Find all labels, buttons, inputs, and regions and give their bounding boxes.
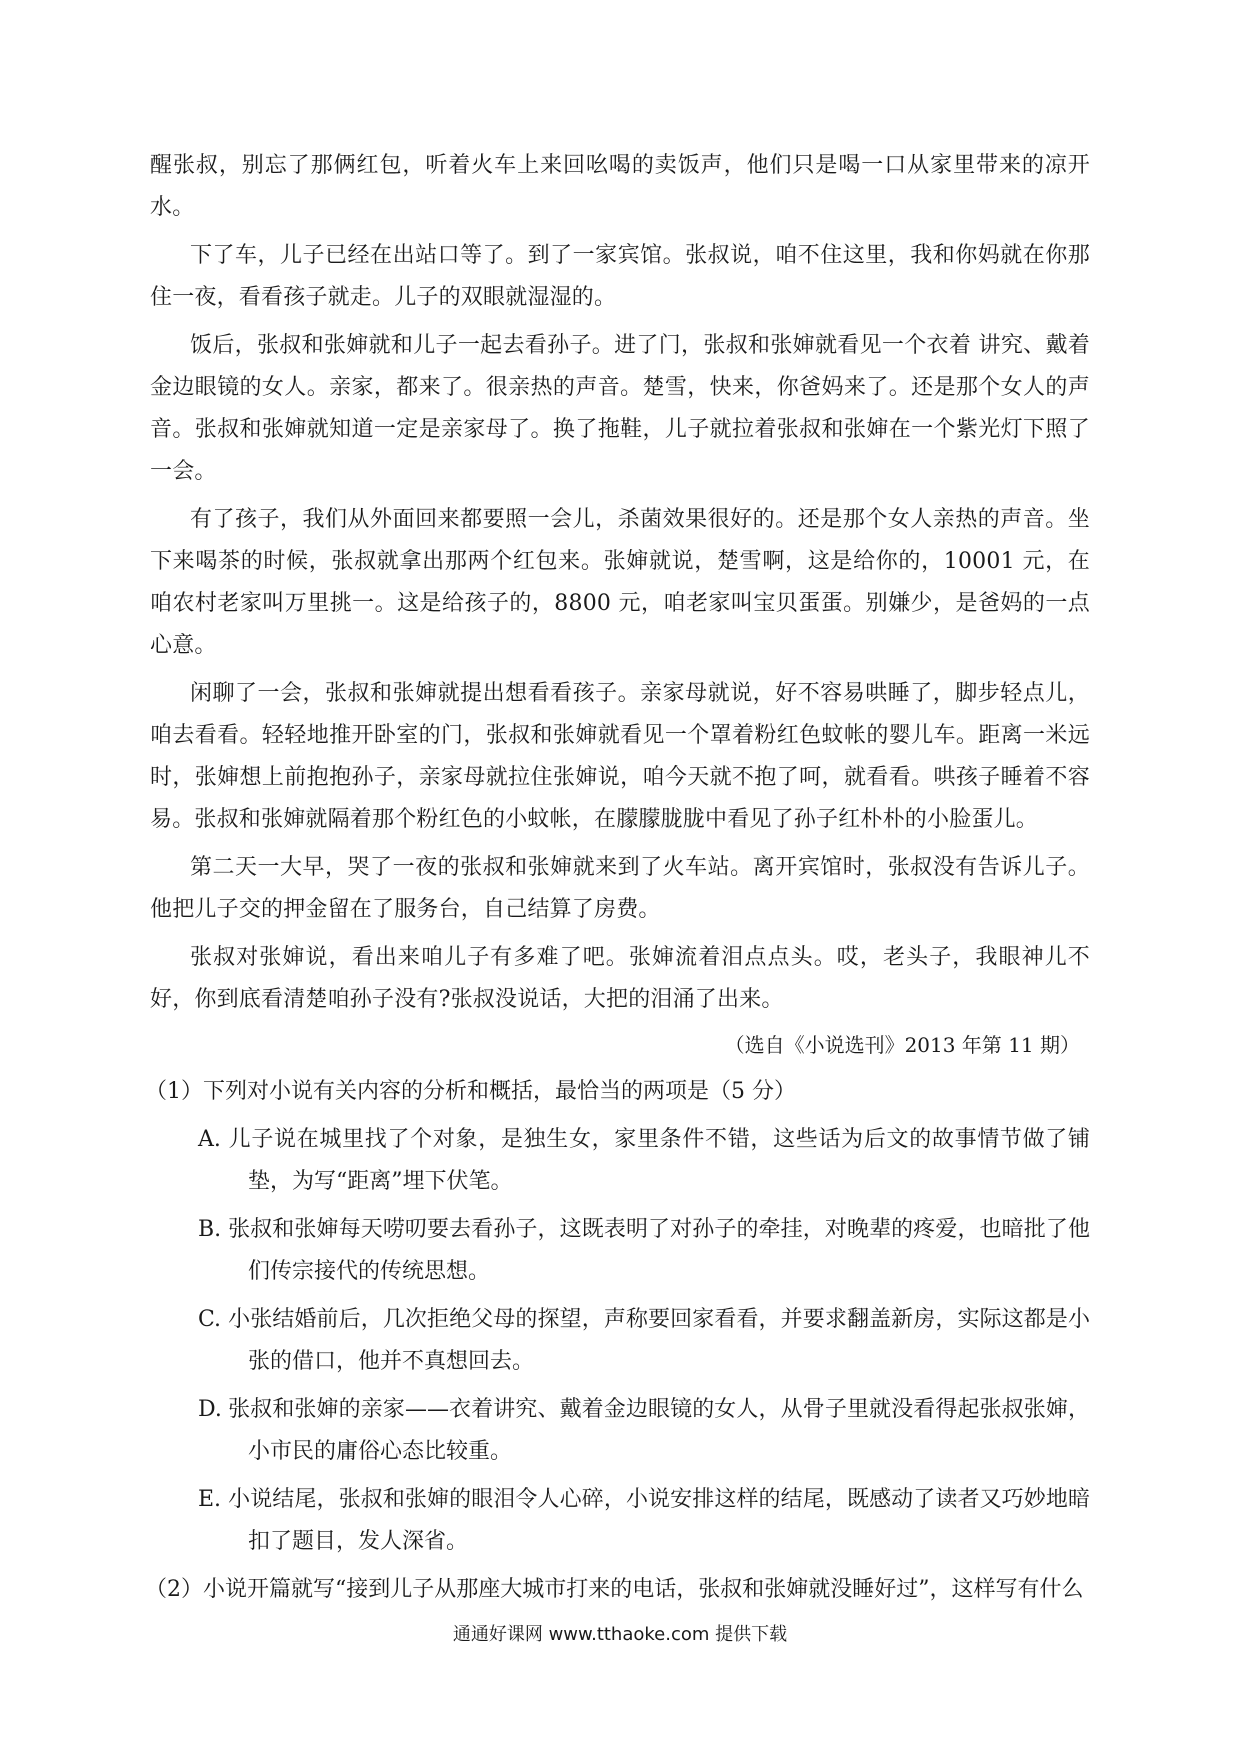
question-1-options [198,1119,1090,1563]
option-letter: D. [198,1397,222,1422]
question-1-label: （1）下列对小说有关内容的分析和概括，最恰当的两项是（5 分） [145,1079,796,1104]
document-content [145,145,1090,1611]
option-d [198,1389,1090,1473]
paragraph-4: 有了孩子，我们从外面回来都要照一会儿，杀菌效果很好的。还是那个女人亲热的声音。坐下来喝茶的时候，张叔就拿出那两个红包来。张婶就说，楚雪啊，这是给你的，10001 元，在咱农村老家叫万里挑一。这是给孩子的，8800 元，咱老家叫宝贝蛋蛋。别嫌少，是爸妈的一点心意。 [150,507,1090,658]
option-letter: B. [198,1217,222,1242]
paragraph-3: 饭后，张叔和张婶就和儿子一起去看孙子。进了门，张叔和张婶就看见一个衣着 讲究、戴着金边眼镜的女人。亲家，都来了。很亲热的声音。楚雪，快来，你爸妈来了。还是那个女人的声音。张叔和张婶就知道一定是亲家母了。换了拖鞋，儿子就拉着张叔和张婶在一个紫光灯下照了一会。 [150,333,1090,484]
option-letter: A. [198,1127,221,1152]
source-citation: （选自《小说选刊》2013 年第 11 期） [724,1033,1080,1057]
option-b [198,1209,1090,1293]
page-footer: 通通好课网 www.tthaoke.com 提供下载 [452,1624,788,1645]
option-letter: C. [198,1307,222,1332]
option-c [198,1299,1090,1383]
option-a [198,1119,1090,1203]
paragraph-7: 张叔对张婶说，看出来咱儿子有多难了吧。张婶流着泪点点头。哎，老头子，我眼神儿不好，你到底看清楚咱孙子没有?张叔没说话，大把的泪涌了出来。 [150,945,1090,1012]
paragraph-2: 下了车，儿子已经在出站口等了。到了一家宾馆。张叔说，咱不住这里，我和你妈就在你那住一夜，看看孩子就走。儿子的双眼就湿湿的。 [150,243,1090,310]
question-2-label: （2）小说开篇就写“接到儿子从那座大城市打来的电话，张叔和张婶就没睡好过”，这样写有什么 [145,1577,1084,1602]
option-text: 小张结婚前后，几次拒绝父母的探望，声称要回家看看，并要求翻盖新房，实际这都是小张的借口，他并不真想回去。 [228,1307,1090,1374]
paragraph-6: 第二天一大早，哭了一夜的张叔和张婶就来到了火车站。离开宾馆时，张叔没有告诉儿子。他把儿子交的押金留在了服务台，自己结算了房费。 [150,855,1090,922]
paragraph-5: 闲聊了一会，张叔和张婶就提出想看看孩子。亲家母就说，好不容易哄睡了，脚步轻点儿，咱去看看。轻轻地推开卧室的门，张叔和张婶就看见一个罩着粉红色蚊帐的婴儿车。距离一米远时，张婶想上前抱抱孙子，亲家母就拉住张婶说，咱今天就不抱了呵，就看看。哄孩子睡着不容易。张叔和张婶就隔着那个粉红色的小蚊帐，在朦朦胧胧中看见了孙子红朴朴的小脸蛋儿。 [150,681,1090,832]
option-text: 张叔和张婶每天唠叨要去看孙子，这既表明了对孙子的牵挂，对晚辈的疼爱，也暗批了他们传宗接代的传统思想。 [228,1217,1090,1284]
paragraph-1: 醒张叔，别忘了那俩红包，听着火车上来回吆喝的卖饭声，他们只是喝一口从家里带来的凉开水。 [150,153,1090,220]
option-text: 儿子说在城里找了个对象，是独生女，家里条件不错，这些话为后文的故事情节做了铺垫，为写“距离”埋下伏笔。 [228,1127,1090,1194]
option-text: 张叔和张婶的亲家——衣着讲究、戴着金边眼镜的女人，从骨子里就没看得起张叔张婶，小市民的庸俗心态比较重。 [228,1397,1090,1464]
option-e [198,1479,1090,1563]
option-text: 小说结尾，张叔和张婶的眼泪令人心碎，小说安排这样的结尾，既感动了读者又巧妙地暗扣了题目，发人深省。 [228,1487,1090,1554]
option-letter: E. [198,1487,222,1512]
